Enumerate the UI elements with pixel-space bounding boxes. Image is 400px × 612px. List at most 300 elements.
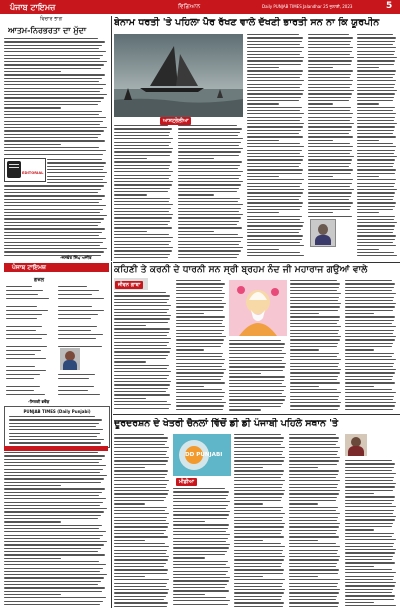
body-text-line: [289, 602, 339, 603]
body-text-line: [247, 189, 304, 190]
body-text-line: [178, 247, 243, 248]
body-text-line: [4, 502, 103, 503]
body-text-line: [308, 77, 350, 78]
body-text-line: [357, 245, 396, 246]
editorial-headline: ਆਤਮ-ਨਿਰਭਰਤਾ ਦਾ ਮੁੱਦਾ: [8, 25, 87, 35]
body-text-line: [308, 67, 333, 68]
body-text-line: [247, 235, 303, 236]
body-text-line: [4, 459, 102, 460]
body-text-line: [308, 173, 351, 174]
body-text-line: [345, 480, 393, 481]
body-text-line: [178, 135, 238, 136]
body-text-line: [229, 357, 284, 358]
body-text-line: [345, 316, 395, 317]
body-text-line: [4, 228, 105, 229]
body-text-line: [345, 386, 374, 387]
body-text-line: [247, 176, 279, 177]
body-text-line: [345, 320, 394, 321]
body-text-line: [289, 441, 338, 442]
body-text-line: [114, 312, 167, 313]
body-text-line: [176, 303, 226, 304]
body-text-line: [247, 60, 303, 61]
body-text-line: [114, 520, 166, 521]
body-text-line: [247, 84, 302, 85]
body-text-line: [308, 93, 352, 94]
body-text-line: [308, 206, 351, 207]
body-text-line: [114, 365, 169, 366]
poem-line: [6, 310, 48, 311]
body-text-line: [345, 343, 393, 344]
body-text-line: [114, 315, 171, 316]
body-text-line: [114, 345, 167, 346]
body-text-line: [173, 551, 227, 552]
body-text-line: [114, 467, 145, 468]
body-text-line: [308, 54, 350, 55]
imprint-lines: [9, 416, 105, 444]
body-text-line: [247, 219, 300, 220]
body-text-line: [289, 559, 339, 560]
body-text-line: [357, 186, 394, 187]
body-text-line: [345, 293, 396, 294]
body-text-line: [178, 217, 241, 218]
body-text-line: [114, 227, 172, 228]
body-text-line: [289, 550, 338, 551]
body-text-line: [4, 505, 100, 506]
body-text-line: [114, 507, 167, 508]
body-text-line: [357, 93, 395, 94]
body-text-line: [234, 447, 285, 448]
body-text-line: [290, 323, 337, 324]
body-text-line: [345, 595, 395, 596]
body-text-line: [345, 326, 396, 327]
body-text-line: [345, 339, 395, 340]
body-text-line: [290, 392, 341, 393]
body-text-line: [176, 382, 225, 383]
body-text-line: [4, 571, 100, 572]
body-text-line: [4, 140, 105, 141]
body-text-line: [345, 310, 393, 311]
body-text-line: [290, 313, 319, 314]
body-text-line: [173, 505, 228, 506]
body-text-line: [173, 518, 227, 519]
body-text-line: [345, 533, 394, 534]
body-text-line: [289, 497, 337, 498]
body-text-line: [289, 606, 338, 607]
body-text-line: [4, 111, 102, 112]
body-text-line: [4, 485, 61, 486]
poem-line: [58, 298, 104, 299]
body-text-line: [345, 330, 394, 331]
body-text-line: [4, 594, 61, 595]
body-text-line: [4, 192, 98, 193]
body-text-line: [247, 150, 302, 151]
body-text-line: [357, 80, 396, 81]
body-text-line: [176, 306, 224, 307]
body-text-line: [4, 48, 99, 49]
body-text-line: [47, 159, 102, 160]
story-two-column-d: [290, 280, 342, 412]
body-text-line: [4, 189, 101, 190]
body-text-line: [345, 402, 396, 403]
body-text-line: [234, 484, 283, 485]
body-text-line: [4, 492, 102, 493]
body-text-line: [290, 409, 338, 410]
body-text-line: [345, 506, 396, 507]
body-text-line: [247, 47, 304, 48]
body-text-line: [290, 343, 338, 344]
body-text-line: [345, 589, 393, 590]
body-text-line: [345, 510, 394, 511]
body-text-line: [234, 566, 281, 567]
left-column-rule-lower: [111, 262, 112, 608]
body-text-line: [114, 175, 171, 176]
body-text-line: [290, 303, 341, 304]
body-text-line: [345, 585, 395, 586]
section-label: ਵਿਚਾਰ ਭਾਗ: [40, 16, 63, 22]
body-text-line: [178, 241, 241, 242]
body-text-line: [289, 596, 337, 597]
body-text-line: [176, 359, 225, 360]
body-text-line: [247, 103, 279, 104]
body-text-line: [114, 477, 165, 478]
body-text-line: [247, 80, 304, 81]
body-text-line: [4, 195, 105, 196]
body-text-line: [247, 242, 300, 243]
body-text-line: [234, 467, 263, 468]
body-text-line: [289, 589, 340, 590]
body-text-line: [345, 483, 396, 484]
body-text-line: [308, 41, 351, 42]
body-text-line: [114, 295, 170, 296]
body-text-line: [345, 297, 394, 298]
poem-line: [58, 290, 99, 291]
body-text-line: [247, 110, 300, 111]
body-text-line: [234, 536, 284, 537]
story-two-tag: ਜੀਵਨ ਗਾਥਾ: [114, 278, 148, 290]
body-text-line: [178, 125, 237, 126]
body-text-line: [345, 539, 396, 540]
body-text-line: [178, 151, 241, 152]
body-text-line: [4, 558, 61, 559]
body-text-line: [114, 523, 169, 524]
body-text-line: [357, 107, 395, 108]
body-text-line: [289, 583, 338, 584]
body-text-line: [176, 356, 222, 357]
body-text-line: [345, 490, 393, 491]
body-text-line: [4, 251, 104, 252]
body-text-line: [308, 100, 349, 101]
body-text-line: [247, 140, 279, 141]
body-text-line: [234, 563, 282, 564]
body-text-line: [114, 188, 170, 189]
body-text-line: [290, 306, 340, 307]
body-text-line: [289, 434, 336, 435]
body-text-line: [4, 154, 103, 155]
body-text-line: [4, 101, 101, 102]
body-text-line: [173, 534, 230, 535]
body-text-line: [114, 201, 169, 202]
body-text-line: [173, 511, 230, 512]
body-text-line: [345, 372, 395, 373]
body-text-line: [114, 378, 167, 379]
body-text-line: [308, 97, 351, 98]
body-text-line: [357, 133, 393, 134]
body-text-line: [345, 526, 392, 527]
body-text-line: [4, 521, 61, 522]
body-text-line: [229, 386, 286, 387]
body-text-line: [247, 232, 299, 233]
body-text-line: [4, 551, 98, 552]
body-text-line: [308, 64, 351, 65]
body-text-line: [176, 343, 223, 344]
body-text-line: [4, 81, 99, 82]
body-text-line: [4, 581, 101, 582]
lead-photo: [114, 34, 243, 117]
body-text-line: [289, 467, 318, 468]
body-text-line: [357, 202, 396, 203]
body-text-line: [289, 513, 340, 514]
body-text-line: [247, 159, 303, 160]
body-text-line: [114, 398, 146, 399]
body-text-line: [357, 44, 393, 45]
body-text-line: [290, 405, 340, 406]
story-three-tag: ਮੀਡੀਆ: [176, 478, 197, 486]
body-text-line: [289, 454, 337, 455]
poetry-header: ਪੰਜਾਬ ਟਾਇਮਜ਼: [4, 263, 109, 272]
body-text-line: [290, 310, 338, 311]
poem-line: [6, 286, 32, 287]
body-text-line: [289, 470, 339, 471]
body-text-line: [114, 142, 171, 143]
body-text-line: [114, 566, 164, 567]
body-text-line: [114, 224, 168, 225]
body-text-line: [234, 576, 263, 577]
body-text-line: [345, 405, 395, 406]
body-text-line: [234, 586, 282, 587]
body-text-line: [289, 520, 337, 521]
body-text-line: [357, 235, 396, 236]
body-text-line: [173, 604, 228, 605]
body-text-line: [234, 526, 284, 527]
body-text-line: [234, 513, 285, 514]
body-text-line: [234, 470, 284, 471]
body-text-line: [290, 326, 341, 327]
body-text-line: [234, 503, 263, 504]
body-text-line: [345, 353, 394, 354]
body-text-line: [178, 178, 239, 179]
poem-line: [58, 330, 91, 331]
body-text-line: [178, 191, 237, 192]
body-text-line: [308, 84, 352, 85]
body-text-line: [173, 587, 225, 588]
body-text-line: [178, 234, 238, 235]
editorial-signoff: -ਜਸਵੰਤ ਸਿੰਘ ਅਜੀਤ: [60, 255, 92, 260]
body-text-line: [357, 123, 397, 124]
body-text-line: [290, 346, 337, 347]
body-text-line: [247, 206, 302, 207]
body-text-line: [178, 257, 237, 258]
body-text-line: [357, 225, 395, 226]
body-text-line: [247, 44, 300, 45]
body-text-line: [4, 58, 100, 59]
body-text-line: [173, 501, 230, 502]
body-text-line: [114, 247, 173, 248]
editorial-body-bottom: [4, 159, 108, 257]
body-text-line: [247, 130, 301, 131]
body-text-line: [173, 531, 226, 532]
body-text-line: [234, 599, 281, 600]
body-text-line: [247, 120, 300, 121]
body-text-line: [290, 349, 319, 350]
body-text-line: [4, 104, 98, 105]
poem-line: [58, 390, 88, 391]
poem-line: [6, 354, 35, 355]
body-text-line: [247, 163, 301, 164]
body-text-line: [308, 163, 351, 164]
body-text-line: [114, 318, 170, 319]
body-text-line: [357, 173, 395, 174]
body-text-line: [357, 212, 379, 213]
body-text-line: [357, 219, 394, 220]
body-text-line: [345, 336, 396, 337]
body-text-line: [114, 208, 171, 209]
body-text-line: [114, 211, 169, 212]
body-text-line: [114, 480, 169, 481]
body-text-line: [234, 546, 285, 547]
story-two-column-e: [345, 280, 397, 412]
body-text-line: [234, 579, 285, 580]
body-text-line: [247, 113, 304, 114]
body-text-line: [290, 376, 338, 377]
body-text-line: [247, 117, 302, 118]
body-text-line: [4, 222, 101, 223]
body-text-line: [357, 159, 395, 160]
body-text-line: [4, 121, 103, 122]
body-text-line: [290, 389, 337, 390]
author-photo-lead: [310, 219, 336, 247]
body-text-line: [114, 553, 166, 554]
body-text-line: [4, 498, 106, 499]
body-text-line: [114, 145, 169, 146]
body-text-line: [114, 484, 167, 485]
body-text-line: [345, 396, 394, 397]
body-text-line: [247, 93, 303, 94]
body-text-line: [290, 353, 339, 354]
body-text-line: [345, 280, 392, 281]
body-text-line: [357, 74, 395, 75]
body-text-line: [176, 323, 222, 324]
body-text-line: [4, 205, 106, 206]
body-text-line: [247, 123, 304, 124]
body-text-line: [114, 250, 172, 251]
body-text-line: [345, 470, 392, 471]
body-text-line: [4, 528, 99, 529]
body-text-line: [178, 237, 243, 238]
story-three-headline: ਦੂਰਦਰਸ਼ਨ ਦੇ ਖੇਤਰੀ ਚੈਨਲਾਂ ਵਿੱਚੋਂ ਡੀ ਡੀ ਪੰਜਾਬੀ ਪਹਿਲੇ ਸਥਾਨ 'ਤੇ: [114, 418, 339, 429]
body-text-line: [114, 540, 145, 541]
body-text-line: [173, 528, 228, 529]
body-text-line: [176, 326, 225, 327]
body-text-line: [345, 392, 396, 393]
body-text-line: [114, 576, 145, 577]
body-text-line: [114, 348, 171, 349]
body-text-line: [308, 120, 350, 121]
body-text-line: [234, 533, 281, 534]
body-text-line: [114, 394, 170, 395]
body-text-line: [114, 332, 169, 333]
body-text-line: [234, 493, 284, 494]
body-text-line: [4, 584, 98, 585]
body-text-line: [229, 353, 286, 354]
poem-line: [6, 326, 42, 327]
body-text-line: [357, 242, 393, 243]
body-text-line: [4, 597, 106, 598]
body-text-line: [173, 541, 226, 542]
body-text-line: [308, 126, 352, 127]
body-text-line: [357, 183, 395, 184]
body-text-line: [4, 587, 105, 588]
body-text-line: [308, 189, 354, 190]
body-text-line: [234, 559, 284, 560]
body-text-line: [345, 552, 395, 553]
body-text-line: [247, 51, 302, 52]
body-text-line: [47, 179, 103, 180]
body-text-line: [247, 153, 300, 154]
body-text-line: [176, 333, 222, 334]
body-text-line: [345, 313, 374, 314]
body-text-line: [114, 138, 173, 139]
body-text-line: [4, 495, 99, 496]
body-text-line: [229, 373, 261, 374]
body-text-line: [308, 140, 333, 141]
body-text-line: [289, 599, 336, 600]
body-text-line: [114, 132, 170, 133]
body-text-line: [4, 469, 103, 470]
body-text-line: [234, 437, 284, 438]
body-text-line: [234, 441, 283, 442]
body-text-line: [234, 540, 263, 541]
body-text-line: [173, 584, 227, 585]
body-text-line: [308, 159, 352, 160]
body-text-line: [4, 144, 61, 145]
body-text-line: [4, 45, 102, 46]
body-text-line: [308, 176, 333, 177]
body-text-line: [173, 600, 230, 601]
body-text-line: [4, 245, 100, 246]
body-text-line: [345, 536, 392, 537]
body-text-line: [229, 403, 283, 404]
body-text-line: [4, 74, 105, 75]
body-text-line: [247, 229, 301, 230]
body-text-line: [176, 389, 222, 390]
body-text-line: [290, 339, 340, 340]
body-text-line: [114, 221, 170, 222]
body-text-line: [290, 356, 337, 357]
poem-line: [58, 338, 96, 339]
body-text-line: [345, 566, 374, 567]
body-text-line: [308, 150, 352, 151]
body-text-line: [345, 467, 394, 468]
body-text-line: [176, 293, 225, 294]
body-text-line: [176, 409, 223, 410]
poem-line: [6, 334, 47, 335]
body-text-line: [176, 290, 222, 291]
mid-rule-1: [113, 262, 400, 263]
body-text-line: [114, 361, 146, 362]
body-text-line: [4, 71, 61, 72]
body-text-line: [308, 216, 352, 217]
body-text-line: [247, 136, 303, 137]
